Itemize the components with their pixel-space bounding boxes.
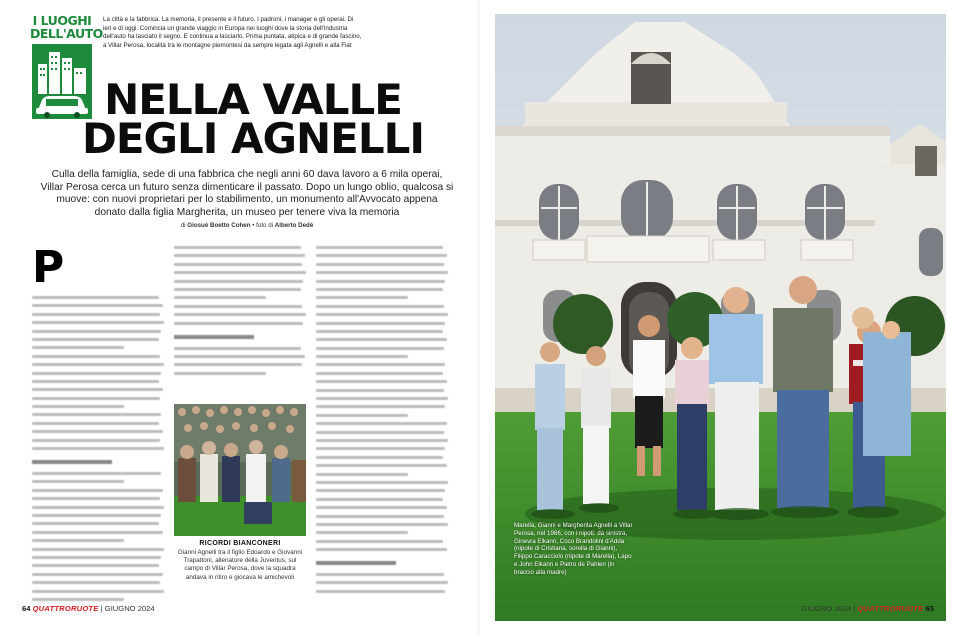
body-text-line (316, 456, 443, 459)
body-text-line (316, 540, 443, 543)
body-text-line (316, 288, 443, 291)
body-text-line (174, 322, 303, 325)
body-text-line (316, 322, 445, 325)
body-text-line (32, 539, 124, 542)
body-text-line (316, 548, 447, 551)
body-column-3 (316, 246, 448, 598)
series-title-line1: I LUOGHI (32, 13, 92, 28)
body-text-line (316, 280, 445, 283)
body-text-line (316, 380, 447, 383)
body-text-line (316, 489, 445, 492)
body-text-line (32, 506, 164, 509)
body-text-line (32, 372, 161, 375)
body-text-line (32, 346, 124, 349)
body-text-line (316, 523, 448, 526)
body-text-line (316, 531, 408, 534)
body-text-line (32, 581, 160, 584)
body-text-line (32, 413, 161, 416)
body-text-line (316, 389, 444, 392)
body-text-line (32, 380, 159, 383)
body-text-line (174, 296, 266, 299)
body-text-line (32, 321, 164, 324)
brand-right: QUATTRORUOTE (857, 604, 924, 613)
body-text-line (32, 296, 159, 299)
body-text-line (174, 254, 305, 257)
body-subhead-placeholder (32, 460, 112, 464)
folio-left (22, 604, 155, 613)
body-text-line (32, 472, 161, 475)
drop-cap: P (32, 242, 65, 293)
body-text-line (32, 363, 164, 366)
body-text-line (32, 531, 163, 534)
body-text-line (32, 573, 163, 576)
body-text-line (32, 439, 160, 442)
body-text-line (32, 422, 159, 425)
body-text-line (32, 514, 161, 517)
body-text-line (32, 548, 164, 551)
body-text-line (316, 263, 444, 266)
series-intro: La città e la fabbrica. La memoria, il presente e il futuro. I padroni, i manager e gli operai. Di ieri e di oggi. Comincia un grande viaggio in Europa nei luoghi dove la storia dell'industria dell'auto ha lasciato il segno. E continua a lasciarlo. Prima puntata, atipica e di grande fascino, a Villar Perosa, località tra le montagne piemontesi da sempre legata agli Agnelli e alla Fiat (103, 16, 362, 49)
body-text-line (316, 405, 445, 408)
right-page (480, 0, 960, 635)
page-number-right: 65 (925, 604, 934, 613)
standfirst: Culla della famiglia, sede di una fabbrica che negli anni 60 dava lavoro a 6 mila operai, Villar Perosa cerca un futuro senza dimenticare il passato. Dopo un lungo oblio, qualcosa si muove: con nuovi proprietari per lo stabilimento, un monumento all'Avvocato appena donato dalla figlia Margherita, un museo per tenere viva la memoria (40, 169, 454, 218)
byline-photo-prefix: foto di (256, 222, 274, 229)
body-text-line (32, 338, 159, 341)
body-text-line (174, 263, 302, 266)
headline-line1: NELLA VALLE (104, 75, 402, 124)
body-subhead-placeholder (316, 561, 396, 565)
body-text-line (32, 480, 124, 483)
body-text-line (316, 313, 448, 316)
body-text-line (32, 447, 164, 450)
body-text-line (32, 304, 163, 307)
body-text-line (316, 498, 443, 501)
body-text-line (174, 347, 301, 350)
page-number-left: 64 (22, 604, 31, 613)
body-text-line (32, 430, 163, 433)
body-text-line (316, 363, 445, 366)
series-title-line2: DELL'AUTO (30, 26, 103, 41)
series-title (30, 13, 103, 41)
body-text-line (174, 288, 301, 291)
body-text-line (316, 439, 448, 442)
body-text-line (32, 330, 161, 333)
inset-title: RICORDI BIANCONERI (199, 540, 281, 547)
body-text-line (316, 246, 443, 249)
body-text-line (316, 422, 447, 425)
body-text-line (316, 305, 444, 308)
brand-left: QUATTRORUOTE (32, 604, 99, 613)
issue-date-left: GIUGNO 2024 (104, 604, 155, 613)
headline-line2: DEGLI AGNELLI (81, 114, 424, 163)
body-text-line (316, 473, 408, 476)
body-text-line (32, 405, 124, 408)
body-text-line (316, 481, 448, 484)
body-text-line (316, 271, 448, 274)
inset-caption: Gianni Agnelli tra il figlio Edoardo e Giovanni Trapattoni, allenatore della Juventus, sul campo di Villar Perosa, dove la squadra andava in ritiro e giocava le amichevoli (177, 549, 303, 581)
body-text-line (32, 598, 124, 601)
body-text-line (32, 497, 160, 500)
folio-separator-left: | (100, 604, 103, 613)
body-text-line (174, 313, 306, 316)
body-subhead-placeholder (174, 335, 254, 339)
body-text-line (32, 355, 160, 358)
body-text-line (316, 372, 443, 375)
body-text-line (174, 280, 303, 283)
body-text-line (316, 431, 444, 434)
body-text-line (174, 271, 306, 274)
body-column-1 (32, 296, 164, 606)
body-text-line (316, 414, 408, 417)
photo-caption: Marella, Gianni e Margherita Agnelli a Villar Perosa, nel 1986, con i nipoti: da sinistra, Ginevra Elkann, Coco Brandolini d'Adda (nipote di Cristiana, sorella di Gianni), Filippo Caracciolo (nipote di Marella), Lapo e John Elkann e Pietro de Pahlen (in braccio alla madre) (514, 522, 633, 576)
body-text-line (316, 347, 444, 350)
body-text-line (316, 447, 445, 450)
body-text-line (174, 355, 305, 358)
body-text-line (316, 338, 447, 341)
byline (40, 222, 454, 229)
folio-right (801, 604, 934, 613)
body-text-line (316, 355, 408, 358)
body-text-line (316, 254, 447, 257)
body-text-line (174, 372, 266, 375)
body-text-line (32, 313, 160, 316)
body-text-line (32, 590, 164, 593)
byline-separator: • (252, 222, 255, 229)
headline (48, 75, 458, 163)
body-text-line (316, 590, 445, 593)
body-column-2 (174, 246, 306, 380)
body-text-line (32, 556, 161, 559)
body-text-line (316, 397, 448, 400)
body-text-line (32, 489, 163, 492)
body-text-line (32, 564, 159, 567)
folio-separator-right: | (853, 604, 856, 613)
body-text-line (316, 330, 443, 333)
body-text-line (32, 522, 159, 525)
body-text-line (32, 388, 163, 391)
body-text-line (316, 515, 444, 518)
byline-prefix: di (180, 222, 186, 229)
body-text-line (316, 464, 447, 467)
body-text-line (174, 246, 301, 249)
body-text-line (174, 363, 302, 366)
inset-photo (174, 404, 306, 536)
body-text-line (174, 305, 302, 308)
body-text-line (316, 581, 448, 584)
byline-photographer: Alberto Dedè (274, 222, 314, 229)
issue-date-right: GIUGNO 2024 (801, 604, 852, 613)
body-text-line (316, 506, 447, 509)
body-text-line (316, 573, 444, 576)
body-text-line (316, 296, 408, 299)
body-text-line (32, 397, 160, 400)
byline-author: Giosuè Boetto Cohen (187, 222, 251, 229)
